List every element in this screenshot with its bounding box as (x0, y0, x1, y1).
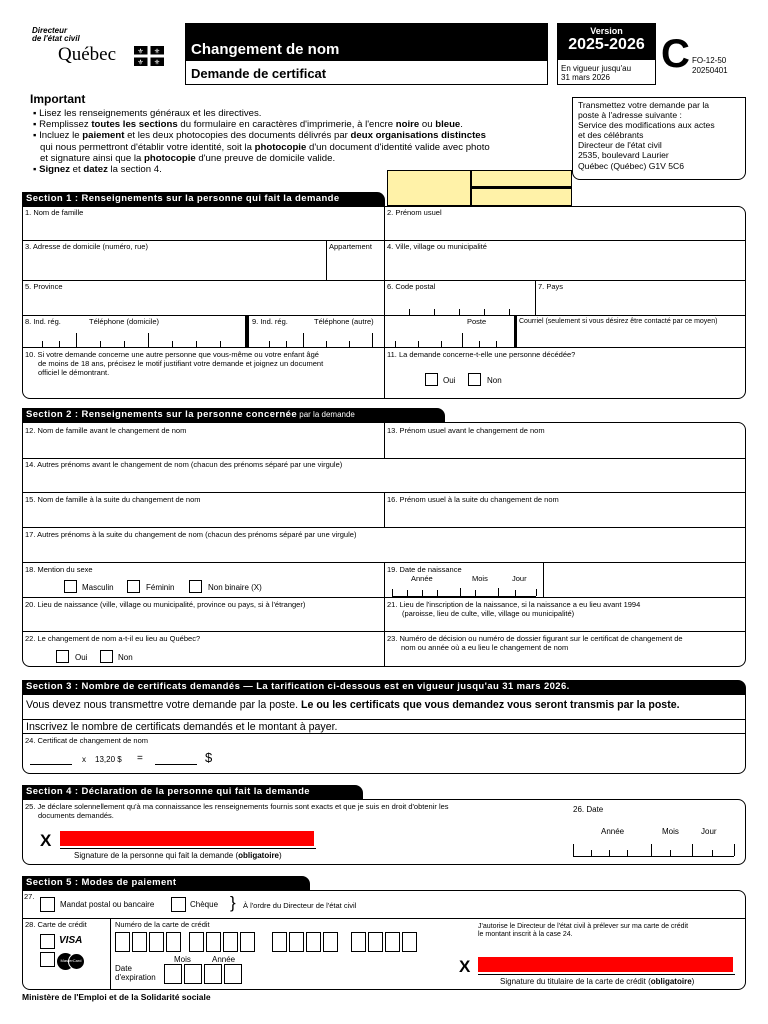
payable-to-label: À l'ordre du Directeur de l'état civil (243, 901, 357, 910)
deceased-yes-checkbox[interactable] (425, 373, 438, 386)
field-10-line3: officiel le démontrant. (38, 368, 110, 377)
applicant-signature-label: Signature de la personne qui fait la demande (obligatoire) (74, 851, 282, 860)
sex-female-checkbox[interactable] (127, 580, 140, 593)
field-2-input[interactable] (387, 220, 743, 238)
field-25-line1: 25. Je déclare solennellement qu'à ma connaissance les renseignements fournis sont exacts et que je suis en droit d'obtenir les (25, 802, 449, 811)
sign-year-label: Année (601, 827, 625, 836)
multiply-sign: x (82, 755, 86, 764)
field-23-line1: 23. Numéro de décision ou numéro de dossier figurant sur le certificat de changement de (387, 634, 683, 643)
field-17-input[interactable] (25, 542, 743, 560)
sex-male-checkbox[interactable] (64, 580, 77, 593)
deceased-no-label: Non (487, 376, 502, 385)
expiry-label: d'expiration (115, 973, 156, 982)
field-1-label: 1. Nom de famille (25, 208, 84, 217)
expiry-year-label: Année (212, 955, 236, 964)
field-17-label: 17. Autres prénoms à la suite du changement de nom (chacun des prénoms séparé par une virgule) (25, 530, 357, 539)
field-21-line1: 21. Lieu de l'inscription de la naissance, si la naissance a eu lieu avant 1994 (387, 600, 641, 609)
field-13-label: 13. Prénom usuel avant le changement de nom (387, 426, 545, 435)
important-title: Important (30, 92, 86, 106)
birth-day-label: Jour (512, 574, 527, 583)
field-5-input[interactable] (25, 294, 381, 313)
dollar-sign: $ (205, 750, 213, 765)
field-24-label: 24. Certificat de changement de nom (25, 736, 148, 745)
section-3-instruction: Inscrivez le nombre de certificats demandés et le montant à payer. (26, 721, 338, 733)
card-number-input[interactable] (115, 932, 465, 952)
field-20-label: 20. Lieu de naissance (ville, village ou municipalité, province ou pays, si à l'étranger) (25, 600, 306, 609)
office-use-cell-3 (471, 188, 572, 206)
section-3-mail-notice: Vous devez nous transmettre votre demande par la poste. Le ou les certificats que vous demandez vous seront transmis par la poste. (26, 699, 680, 711)
card-number-label: Numéro de la carte de crédit (115, 920, 210, 929)
agency-name-line2: de l'état civil (32, 34, 80, 43)
gov-name: Québec (58, 44, 117, 65)
cheque-label: Chèque (190, 900, 219, 909)
important-list: ▪ Lisez les renseignements généraux et les directives. ▪ Remplissez toutes les sections du formulaire en caractères d'imprimerie, à l'encre noire ou bleue. ▪ Incluez le paiement et les deux photocopies des documents délivrés par deux organisations distinctes qui nous permettront d'établir votre identité, soit la photocopie d'un document d'identité valide avec photo et signature ainsi que la photocopie d'une preuve de domicile valide. ▪ Signez et datez la section 4. (33, 108, 573, 175)
form-title: Changement de nom (191, 41, 340, 58)
field-19-label: 19. Date de naissance (387, 565, 462, 574)
field-15-label: 15. Nom de famille à la suite du changement de nom (25, 495, 201, 504)
field-16-label: 16. Prénom usuel à la suite du changement de nom (387, 495, 559, 504)
field-23-line2: nom ou année où a eu lieu le changement de nom (401, 643, 569, 652)
ministry-footer: Ministère de l'Emploi et de la Solidarité sociale (22, 992, 211, 1002)
sex-nonbinary-checkbox[interactable] (189, 580, 202, 593)
field-1-input[interactable] (25, 220, 381, 238)
equals-sign: = (137, 753, 143, 764)
section-5-title: Section 5 : Modes de paiement (22, 876, 310, 890)
field-14-label: 14. Autres prénoms avant le changement de nom (chacun des prénoms séparé par une virgule) (25, 460, 343, 469)
sex-female-label: Féminin (146, 583, 175, 592)
important-bullet-2: ▪ Remplissez toutes les sections du formulaire en caractères d'imprimerie, à l'encre noire ou bleue. (33, 119, 463, 131)
sex-male-label: Masculin (82, 583, 114, 592)
section-1-title: Section 1 : Renseignements sur la personne qui fait la demande (22, 192, 385, 206)
field-2-label: 2. Prénom usuel (387, 208, 442, 217)
field-7-input[interactable] (538, 294, 743, 313)
visa-checkbox[interactable] (40, 934, 55, 949)
field-3-label: 3. Adresse de domicile (numéro, rue) (25, 242, 148, 251)
field-11-label: 11. La demande concerne-t-elle une personne décédée? (387, 350, 576, 359)
field-15-input[interactable] (25, 507, 381, 525)
signature-x-mark: X (40, 831, 52, 850)
birth-year-label: Année (411, 574, 433, 583)
field-3-apt-label: Appartement (329, 242, 372, 251)
field-4-label: 4. Ville, village ou municipalité (387, 242, 487, 251)
cheque-checkbox[interactable] (171, 897, 186, 912)
field-9-label: 9. Ind. rég. (252, 317, 288, 326)
field-9-phone-label: Téléphone (autre) (314, 317, 374, 326)
field-28-label: 28. Carte de crédit (25, 920, 87, 929)
sign-month-label: Mois (662, 827, 679, 836)
field-25-line2: documents demandés. (38, 811, 114, 820)
version-label: Version (590, 26, 623, 36)
quebec-no-label: Non (118, 653, 133, 662)
field-10-input[interactable] (25, 379, 381, 397)
expiry-month-label: Mois (174, 955, 191, 964)
important-bullet-1: ▪ Lisez les renseignements généraux et les directives. (33, 108, 262, 119)
field-21-input[interactable] (387, 619, 743, 629)
version-box (557, 23, 656, 85)
field-20-input[interactable] (25, 612, 381, 629)
agency-name-line1: Directeur (32, 26, 68, 35)
brace-symbol: } (230, 893, 236, 912)
home-phone-input[interactable] (25, 329, 243, 345)
field-5-label: 5. Province (25, 282, 63, 291)
field-4-input[interactable] (387, 256, 743, 278)
authorization-line1: J'autorise le Directeur de l'état civil à prélever sur ma carte de crédit (478, 923, 689, 930)
deceased-no-checkbox[interactable] (468, 373, 481, 386)
field-21-line2: (paroisse, lieu de culte, ville, village ou municipalité) (402, 609, 575, 618)
cardholder-signature-label: Signature du titulaire de la carte de crédit (obligatoire) (500, 977, 695, 986)
money-order-checkbox[interactable] (40, 897, 55, 912)
validity-line2: 31 mars 2026 (561, 73, 610, 82)
visa-logo: VISA (59, 935, 83, 946)
sign-day-label: Jour (701, 827, 717, 836)
sex-nonbinary-label: Non binaire (X) (208, 583, 262, 592)
field-18-label: 18. Mention du sexe (25, 565, 93, 574)
field-9-ext-label: Poste (467, 317, 487, 326)
field-14-input[interactable] (25, 472, 743, 490)
field-16-input[interactable] (387, 507, 743, 525)
expiry-date-label: Date (115, 964, 132, 973)
office-use-cell-1 (387, 170, 471, 206)
form-title-box (185, 23, 548, 85)
form-date: 20250401 (692, 66, 728, 75)
field-26-label: 26. Date (573, 805, 604, 814)
authorization-line2: le montant inscrit à la case 24. (478, 931, 573, 938)
important-bullet-4: ▪ Signez et datez la section 4. (33, 164, 162, 176)
email-label: Courriel (seulement si vous désirez être contacté par ce moyen) (519, 318, 718, 325)
field-6-label: 6. Code postal (387, 282, 436, 291)
field-23-input[interactable] (387, 653, 743, 665)
field-22-label: 22. Le changement de nom a-t-il eu lieu au Québec? (25, 634, 201, 643)
mastercard-logo: MasterCard (57, 953, 85, 970)
form-code: FO-12-50 (692, 56, 727, 65)
birth-date-input[interactable] (392, 585, 538, 596)
section-3-title: Section 3 : Nombre de certificats demandés — La tarification ci-dessous est en vigueur jusqu'au 31 mars 2026. (22, 680, 746, 694)
amount-total-input[interactable] (155, 752, 197, 765)
field-8-phone-label: Téléphone (domicile) (89, 317, 160, 326)
form-subtitle: Demande de certificat (191, 66, 327, 81)
svg-text:⚜: ⚜ (153, 47, 161, 56)
field-13-input[interactable] (387, 438, 743, 456)
signature-date-input[interactable] (573, 840, 735, 856)
version-years: 2025-2026 (568, 36, 645, 53)
agency-logo (32, 26, 162, 70)
field-10-line1: 10. Si votre demande concerne une autre personne que vous-même ou votre enfant âgé (25, 350, 319, 359)
cardholder-x-mark: X (459, 957, 471, 976)
svg-text:⚜: ⚜ (137, 47, 144, 56)
mastercard-checkbox[interactable] (40, 952, 55, 967)
field-10-line2: de moins de 18 ans, précisez le motif justifiant votre demande et joignez un document (38, 359, 324, 368)
field-27-label: 27. (24, 892, 35, 901)
svg-text:⚜: ⚜ (153, 58, 161, 66)
certificate-quantity-input[interactable] (30, 752, 72, 765)
quebec-no-checkbox[interactable] (100, 650, 113, 663)
field-12-label: 12. Nom de famille avant le changement de nom (25, 426, 187, 435)
email-input[interactable] (519, 329, 743, 345)
applicant-signature-redacted[interactable] (60, 831, 314, 846)
quebec-yes-checkbox[interactable] (56, 650, 69, 663)
unit-price: 13,20 $ (95, 755, 122, 764)
cardholder-signature-redacted[interactable] (478, 957, 733, 972)
field-7-label: 7. Pays (538, 282, 564, 291)
mailing-address-box: Transmettez votre demande par la poste à l'adresse suivante : Service des modifications aux actes et des célébrants Directeur de l'état civil 2535, boulevard Laurier Québec (Québec) G1V 5C6 (572, 97, 746, 180)
field-3-input[interactable] (25, 256, 323, 278)
field-12-input[interactable] (25, 438, 381, 456)
field-8-label: 8. Ind. rég. (25, 317, 61, 326)
section-4-title: Section 4 : Déclaration de la personne qui fait la demande (22, 785, 363, 799)
form-letter: C (661, 32, 690, 76)
money-order-label: Mandat postal ou bancaire (60, 900, 155, 909)
quebec-yes-label: Oui (75, 653, 88, 662)
important-bullet-3: ▪ Incluez le paiement et les deux photocopies des documents délivrés par deux organisations distinctes (33, 130, 486, 142)
other-phone-input[interactable] (252, 329, 512, 345)
validity-line1: En vigueur jusqu'au (561, 64, 632, 73)
field-3-apt-input[interactable] (329, 256, 381, 278)
fleurdelise-flag-icon (134, 46, 164, 66)
birth-month-label: Mois (472, 574, 488, 583)
deceased-yes-label: Oui (443, 376, 456, 385)
expiry-date-input[interactable] (164, 964, 242, 984)
svg-text:⚜: ⚜ (137, 58, 144, 66)
office-use-cell-2 (471, 170, 572, 188)
section-2-title: Section 2 : Renseignements sur la personne concernée par la demande (22, 408, 445, 422)
